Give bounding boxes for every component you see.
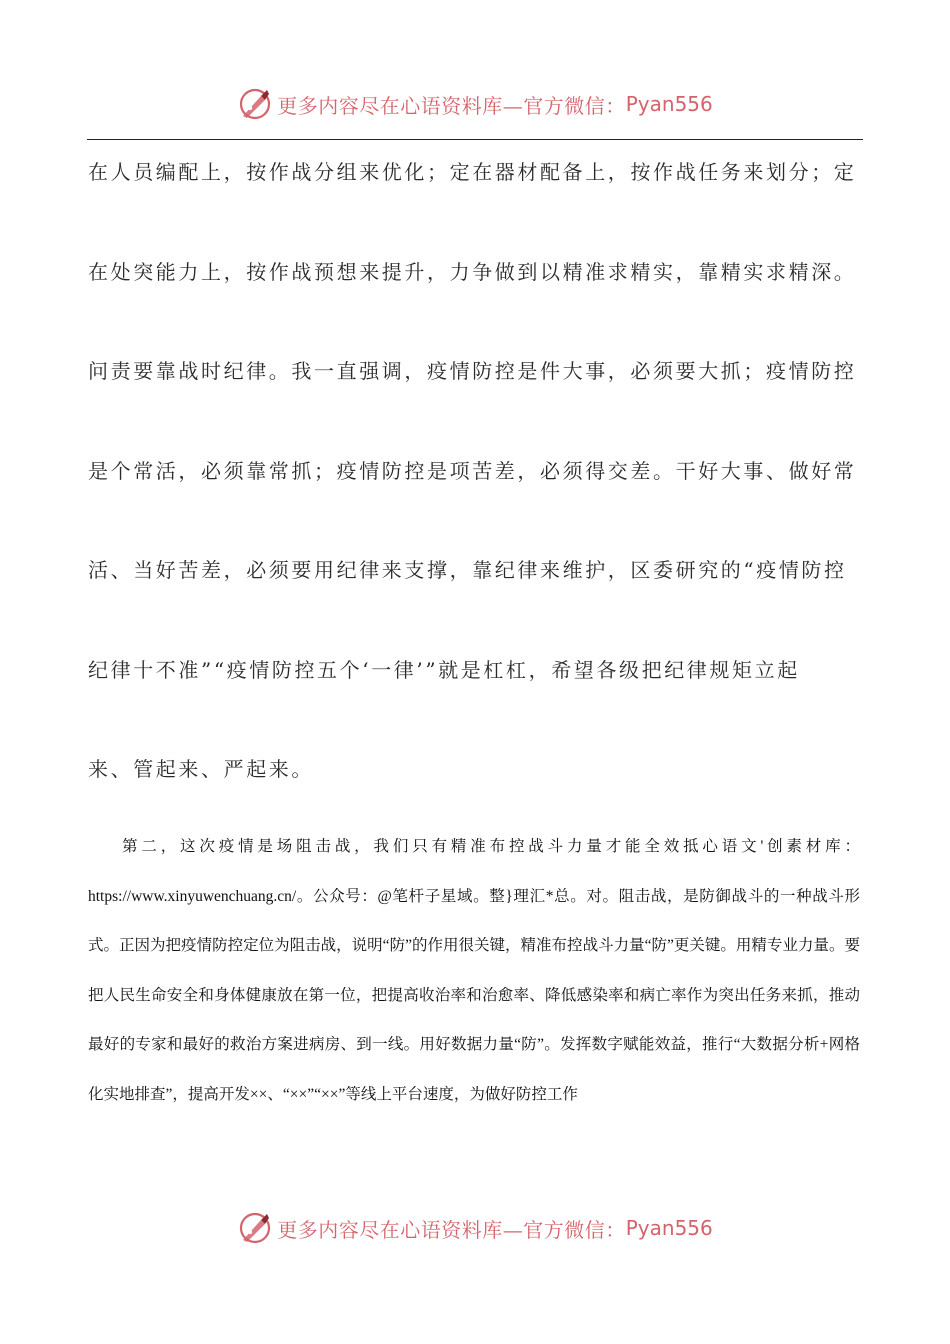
- text-line: 是个常活，必须靠常抓；疫情防控是项苦差，必须得交差。干好大事、做好常: [88, 458, 857, 483]
- main-text-block: [88, 150, 858, 847]
- text-line: 活、当好苦差，必须要用纪律来支撑，靠纪律来维护，区委研究的“疫情防控: [88, 558, 847, 582]
- pen-nib-logo-icon: [237, 1210, 273, 1246]
- header-wechat-id: Pyan556: [625, 92, 713, 116]
- text-line: 在处突能力上，按作战预想来提升，力争做到以精准求精实，靠精实求精深。: [88, 259, 857, 284]
- text-line: 来、管起来、严起来。: [88, 757, 314, 781]
- text-line: 问责要靠战时纪律。我一直强调，疫情防控是件大事，必须要大抓；疫情防控: [88, 359, 857, 383]
- footer-brand-text: 更多内容尽在心语资料库—官方微信：: [277, 1217, 626, 1242]
- body-paragraph: 第二，这次疫情是场阻击战，我们只有精准布控战斗力量才能全效抵心语文'创素材库：https://www.xinyuwenchuang.cn/。公众号：@笔杆子星域。整}理汇*总。对。阻击战，是防御战斗的一种战斗形式。正因为把疫情防控定位为阻击战，说明“防”的作用很关键，精准布控战斗力量“防”更关键。用精专业力量。要把人民生命安全和身体健康放在第一位，把提高收治率和治愈率、降低感染率和病亡率作为突出任务来抓，推动最好的专家和最好的救治方案进病房、到一线。用好数据力量“防”。发挥数字赋能效益，推行“大数据分析+网格化实地排查”，提高开发××、“××”“××”等线上平台速度，为做好防控工作: [88, 838, 860, 1103]
- footer-brand: [0, 1208, 950, 1248]
- header-brand: [0, 84, 950, 124]
- header-brand-text: 更多内容尽在心语资料库—官方微信：: [277, 93, 626, 118]
- pen-nib-logo-icon: [237, 86, 273, 122]
- text-line: 在人员编配上，按作战分组来优化；定在器材配备上，按作战任务来划分；定: [88, 160, 857, 184]
- footer-wechat-id: Pyan556: [625, 1216, 713, 1240]
- header-divider: [87, 139, 863, 140]
- text-line: 纪律十不准”“疫情防控五个‘一律’”就是杠杠，希望各级把纪律规矩立起: [88, 657, 800, 682]
